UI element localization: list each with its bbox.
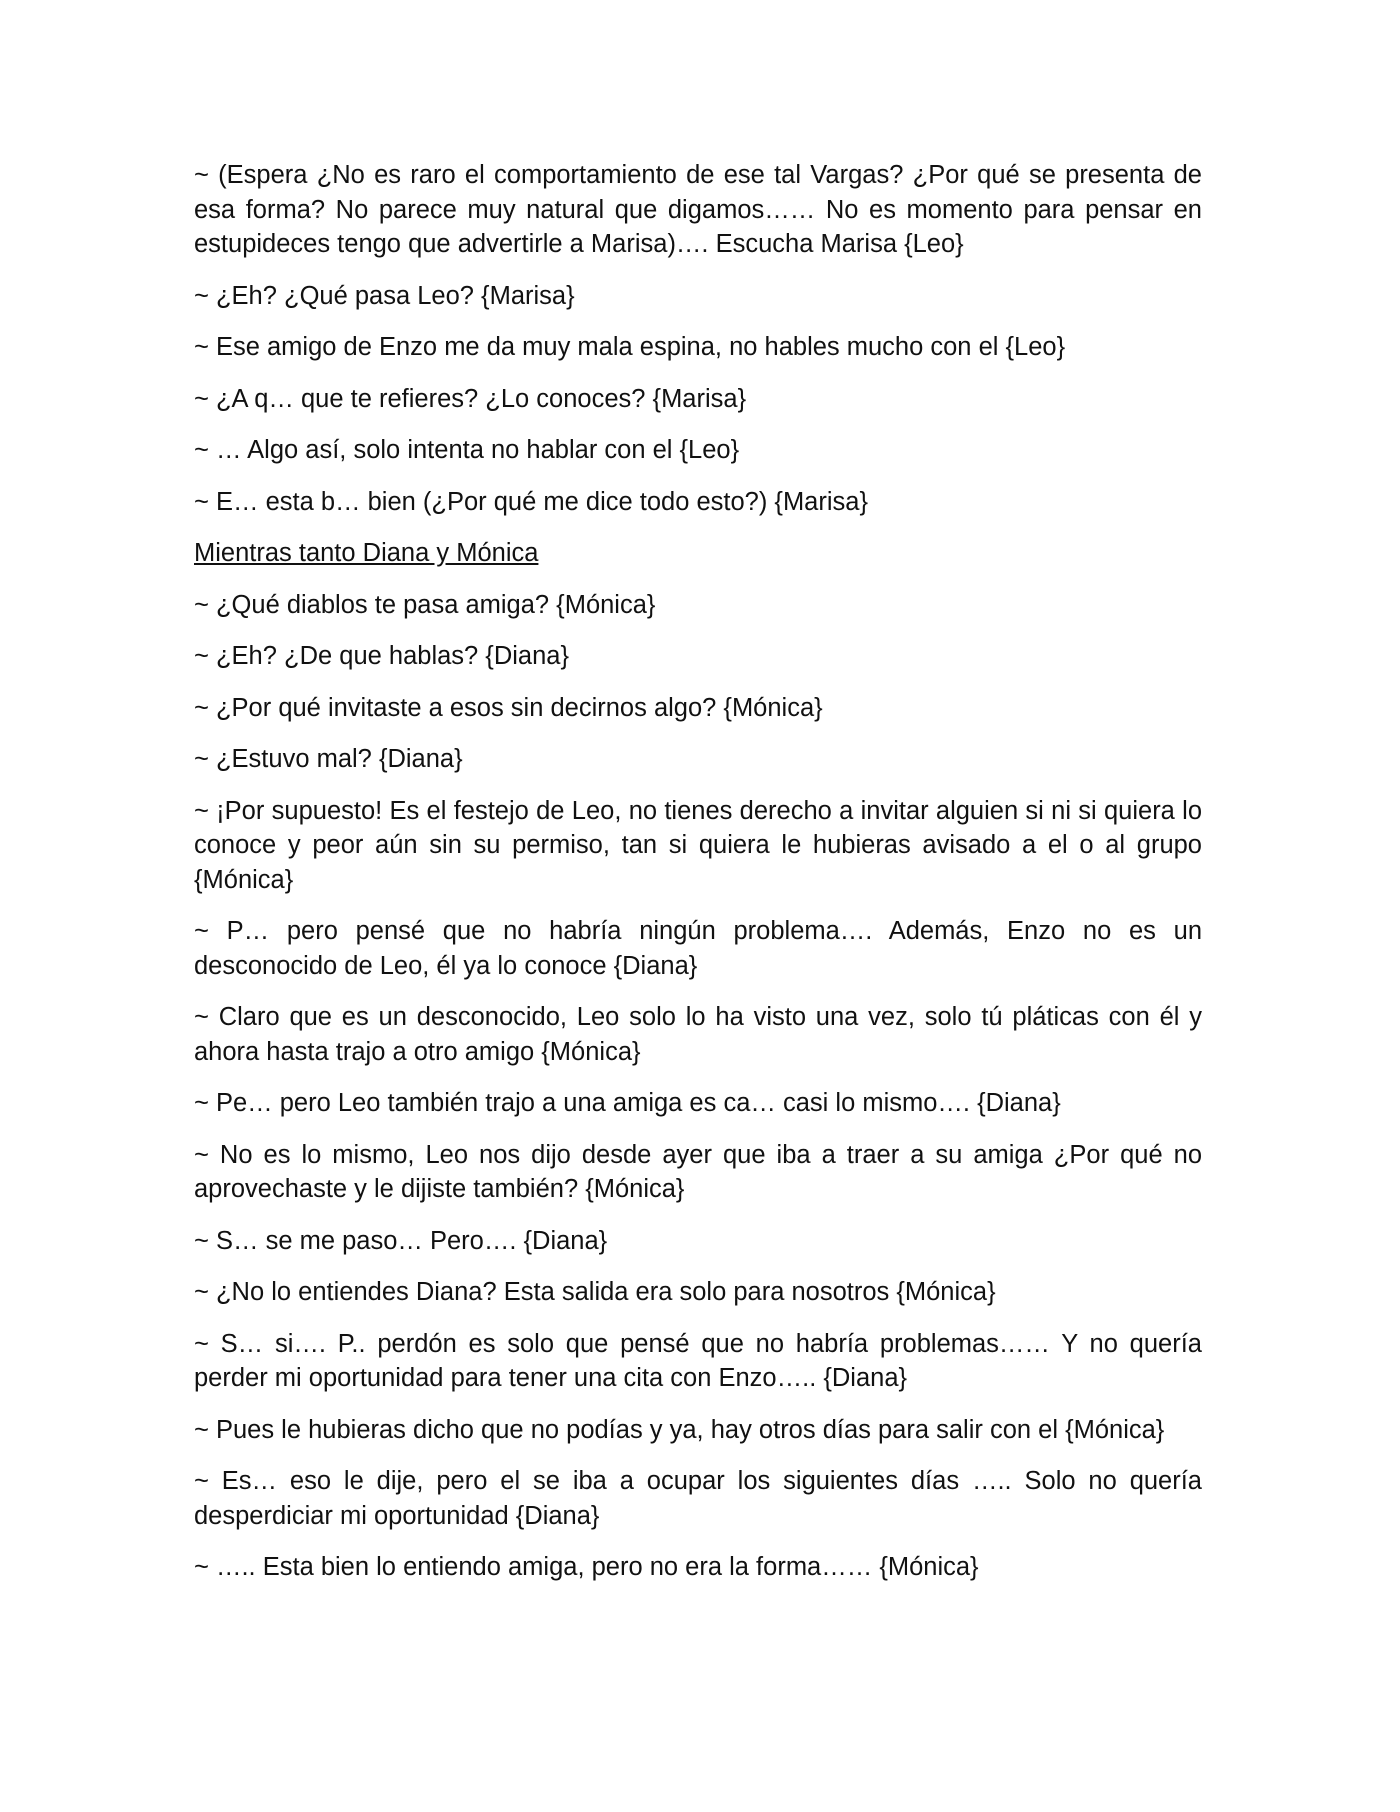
dialogue-line: ~ ¡Por supuesto! Es el festejo de Leo, no tienes derecho a invitar alguien si ni si quiera lo conoce y peor aún sin su permiso, tan si quiera le hubieras avisado a el o al grupo {Mónica} [194,796,1202,894]
dialogue-line: ~ P… pero pensé que no habría ningún problema…. Además, Enzo no es un desconocido de Leo, él ya lo conoce {Diana} [194,917,1202,980]
dialogue-line: ~ Ese amigo de Enzo me da muy mala espina, no hables mucho con el {Leo} [194,333,1066,361]
dialogue-line: ~ … Algo así, solo intenta no hablar con el {Leo} [194,436,740,464]
dialogue-line: ~ ¿Por qué invitaste a esos sin decirnos algo? {Mónica} [194,693,823,722]
dialogue-line: ~ Es… eso le dije, pero el se iba a ocupar los siguientes días ….. Solo no quería desperdiciar mi oportunidad {Diana} [194,1467,1202,1530]
scene-heading: Mientras tanto Diana y Mónica [194,539,539,567]
dialogue-line: ~ S… si…. P.. perdón es solo que pensé que no habría problemas…… Y no quería perder mi oportunidad para tener una cita con Enzo….. {Diana} [194,1329,1202,1392]
dialogue-line: ~ ¿Estuvo mal? {Diana} [194,745,463,773]
dialogue-line: ~ ¿A q… que te refieres? ¿Lo conoces? {Marisa} [194,384,747,413]
dialogue-line: ~ ¿Eh? ¿De que hablas? {Diana} [194,642,569,670]
dialogue-line: ~ S… se me paso… Pero…. {Diana} [194,1226,608,1255]
document-page [194,158,1202,1602]
dialogue-line: ~ ¿Qué diablos te pasa amiga? {Mónica} [194,590,656,619]
dialogue-line: ~ Pe… pero Leo también trajo a una amiga es ca… casi lo mismo…. {Diana} [194,1089,1061,1117]
dialogue-line: ~ No es lo mismo, Leo nos dijo desde ayer que iba a traer a su amiga ¿Por qué no aprovechaste y le dijiste también? {Mónica} [194,1140,1202,1203]
dialogue-line: ~ E… esta b… bien (¿Por qué me dice todo esto?) {Marisa} [194,487,868,516]
dialogue-line: ~ Pues le hubieras dicho que no podías y ya, hay otros días para salir con el {Mónica} [194,1415,1165,1444]
dialogue-line: ~ ¿Eh? ¿Qué pasa Leo? {Marisa} [194,281,575,310]
dialogue-line: ~ (Espera ¿No es raro el comportamiento de ese tal Vargas? ¿Por qué se presenta de esa forma? No parece muy natural que digamos…… No es momento para pensar en estupideces tengo que advertirle a Marisa)…. Escucha Marisa {Leo} [194,161,1202,258]
dialogue-line: ~ Claro que es un desconocido, Leo solo lo ha visto una vez, solo tú pláticas con él y ahora hasta trajo a otro amigo {Mónica} [194,1003,1202,1066]
dialogue-line: ~ ¿No lo entiendes Diana? Esta salida era solo para nosotros {Mónica} [194,1278,996,1306]
dialogue-line: ~ ….. Esta bien lo entiendo amiga, pero no era la forma…… {Mónica} [194,1553,979,1581]
